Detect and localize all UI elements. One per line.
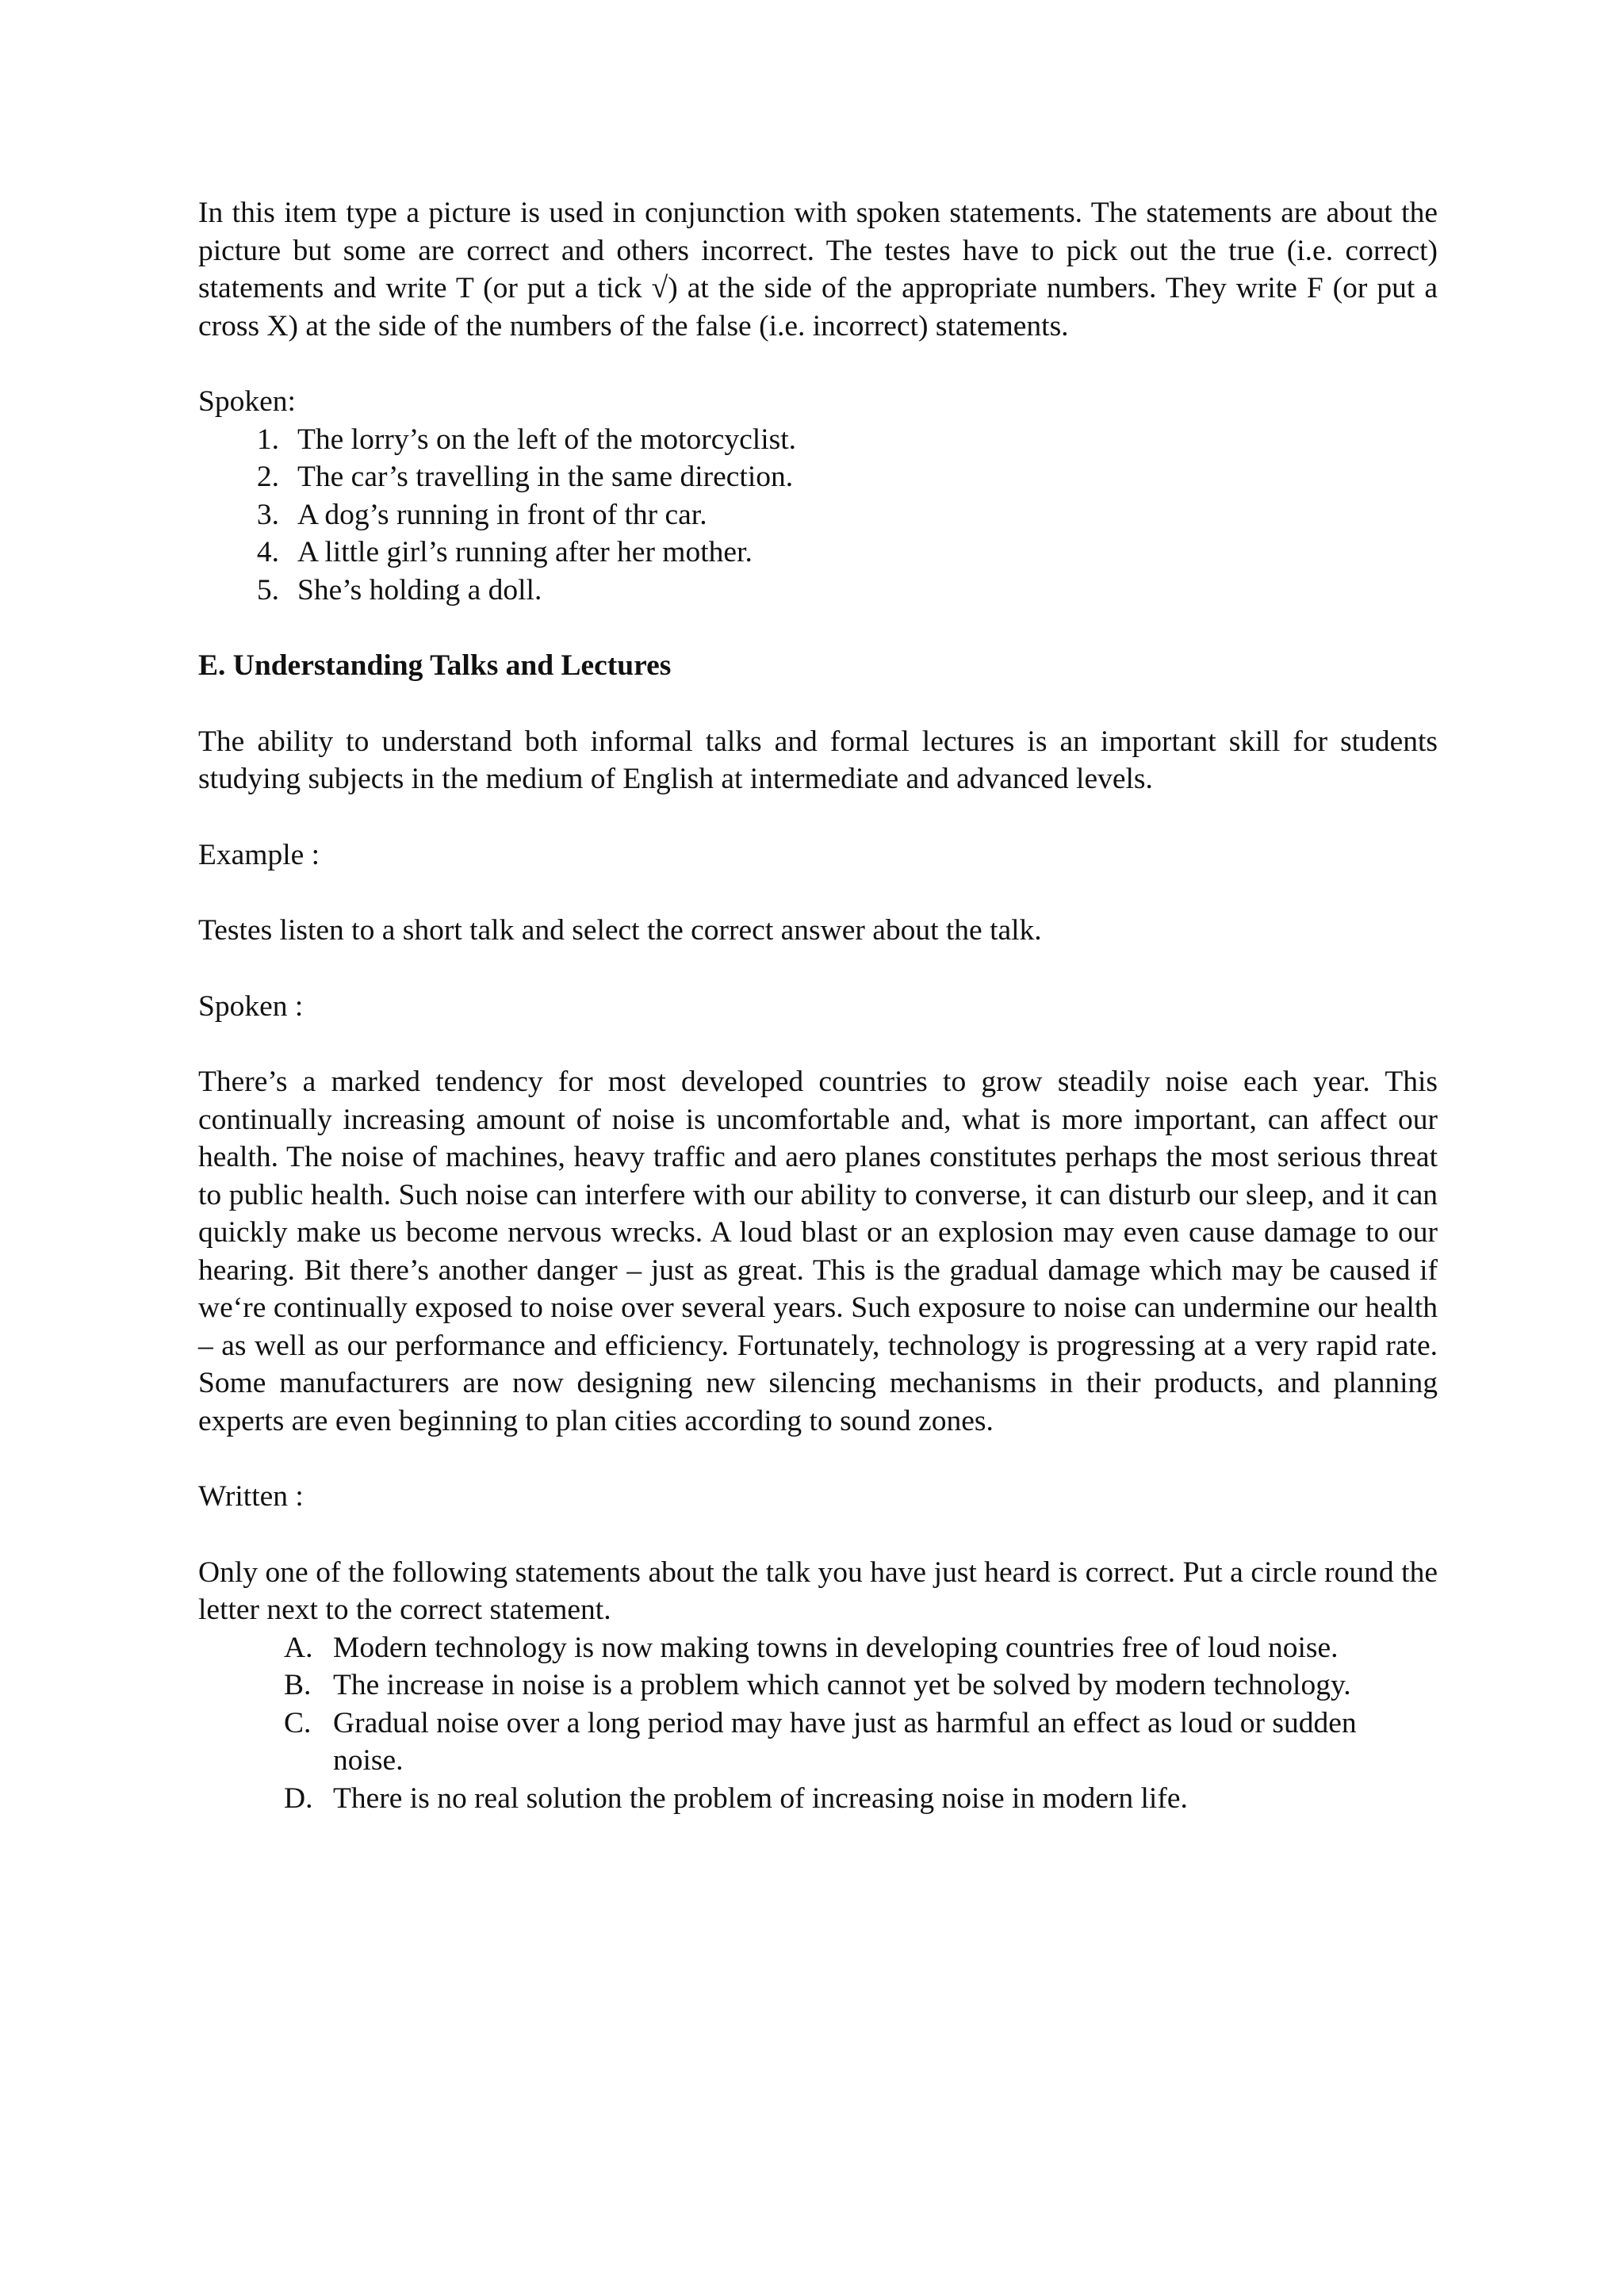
answer-option: [198, 1629, 1364, 1667]
answer-option-letter: B.: [284, 1669, 312, 1701]
list-item-number: 4.: [256, 536, 279, 568]
section-heading: E. Understanding Talks and Lectures: [198, 649, 672, 682]
list-item-text: A little girl’s running after her mother.: [297, 536, 753, 568]
list-item: [198, 421, 1438, 459]
written-instruction: Only one of the following statements about the talk you have just heard is correct. Put a circle round the letter next to the correct statement.: [198, 1556, 1438, 1626]
answer-option: [198, 1780, 1364, 1818]
list-item-text: The lorry’s on the left of the motorcyclist.: [297, 423, 797, 456]
example-label: Example :: [198, 838, 320, 871]
answer-options-list: [198, 1629, 1438, 1818]
spoken-label: Spoken:: [198, 385, 296, 418]
spoken-statements-list: [198, 421, 1438, 610]
list-item: [198, 572, 1438, 610]
list-item-text: A dog’s running in front of thr car.: [297, 498, 707, 531]
answer-option-text: There is no real solution the problem of increasing noise in modern life.: [333, 1781, 1188, 1815]
answer-option: [198, 1667, 1364, 1705]
list-item: [198, 534, 1438, 572]
list-item: [198, 458, 1438, 496]
document-page: [198, 194, 1438, 1817]
answer-option-letter: A.: [284, 1631, 313, 1664]
answer-option-text: The increase in noise is a problem which cannot yet be solved by modern technology.: [333, 1669, 1351, 1701]
list-item-number: 3.: [256, 498, 279, 531]
answer-option-letter: C.: [284, 1706, 312, 1739]
answer-option: [198, 1705, 1364, 1780]
list-item-text: The car’s travelling in the same direction.: [297, 461, 794, 493]
talk-paragraph: There’s a marked tendency for most developed countries to grow steadily noise each year. This continually increasing amount of noise is uncomfortable and, what is more important, can affect our health. The noise of machines, heavy traffic and aero planes constitutes perhaps the most serious threat to public health. Such noise can interfere with our ability to converse, it can disturb our sleep, and it can quickly make us become nervous wrecks. A loud blast or an explosion may even cause damage to our hearing. Bit there’s another danger – just as great. This is the gradual damage which may be caused if we‘re continually exposed to noise over several years. Such exposure to noise can undermine our health – as well as our performance and efficiency. Fortunately, technology is progressing at a very rapid rate. Some manufacturers are now designing new silencing mechanisms in their products, and planning experts are even beginning to plan cities according to sound zones.: [198, 1066, 1438, 1437]
answer-option-text: Modern technology is now making towns in developing countries free of loud noise.: [333, 1631, 1339, 1664]
answer-option-letter: D.: [284, 1781, 313, 1815]
list-item-number: 5.: [256, 573, 279, 607]
section-intro-paragraph: The ability to understand both informal talks and formal lectures is an important skill for students studying subjects in the medium of English at intermediate and advanced levels.: [198, 725, 1438, 795]
list-item-number: 2.: [256, 461, 279, 493]
written-label: Written :: [198, 1480, 304, 1513]
spoken-talk-label: Spoken :: [198, 989, 304, 1023]
list-item: [198, 496, 1438, 534]
answer-option-text: Gradual noise over a long period may have just as harmful an effect as loud or sudden noise.: [333, 1706, 1357, 1777]
list-item-text: She’s holding a doll.: [297, 573, 542, 607]
example-instruction: Testes listen to a short talk and select the correct answer about the talk.: [198, 914, 1042, 947]
intro-paragraph: In this item type a picture is used in conjunction with spoken statements. The statements are about the picture but some are correct and others incorrect. The testes have to pick out the true (i.e. correct) statements and write T (or put a tick √) at the side of the appropriate numbers. They write F (or put a cross X) at the side of the numbers of the false (i.e. incorrect) statements.: [198, 197, 1438, 342]
list-item-number: 1.: [256, 423, 279, 456]
